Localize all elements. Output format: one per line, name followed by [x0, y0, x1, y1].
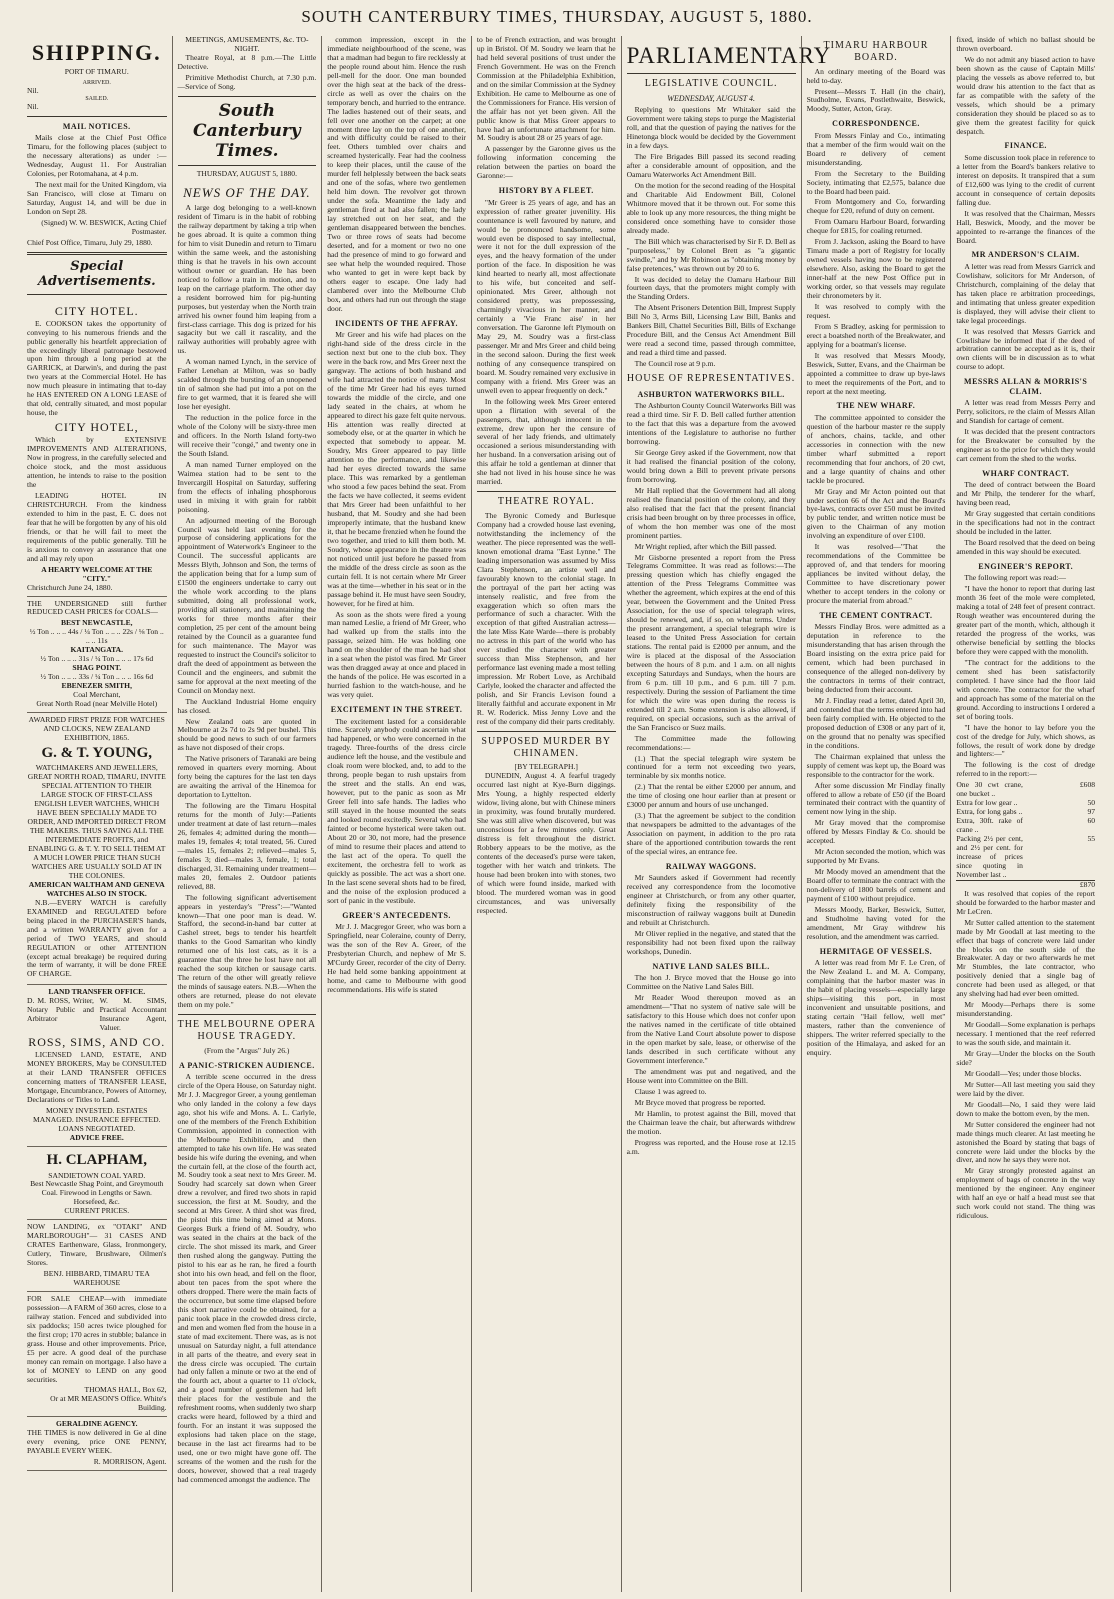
history-subhead: HISTORY BY A FLEET.: [498, 186, 594, 196]
ross-sims-body: LICENSED LAND, ESTATE, AND MONEY BROKERS, May be CONSULTED at their LAND TRANSFER OFFICES concerning matters of TRANSFER LEASE, Mortgage, Encumbrance, Powers of Attorney, Declarations or Titles to Land.: [27, 1050, 167, 1105]
farm-sale-ad: [27, 1292, 167, 1417]
col5-p18: Mr Oliver replied in the negative, and stated that the responsibility had not been fixed upon the railway workshops, Dunedin.: [626, 929, 796, 957]
dredge-amount: 50: [1087, 798, 1096, 808]
telegraph-label: [BY TELEGRAPH.]: [514, 762, 578, 772]
column-4: [471, 36, 621, 1592]
col7-p10: Mr Gray suggested that certain conditions in the specifications had not in the contract should be included in the latter.: [956, 509, 1096, 537]
young-watches-ad: [27, 713, 167, 985]
opera-cont-p5: Mr J. J. Macgregor Greer, who was born a Springfield, near Coleraine, county of Derry, was the son of the Rev A. Greer, of the Presbyterian Church, and nephew of Mr S. M'Curdy Greer, recorder of the city of Derry. He had held some banking appointment at home, and came to Melbourne with good recommendations. His wife is stated: [327, 921, 466, 994]
news-p9: The following are the Timaru Hospital returns for the month of July:—Patients under treatment at date of last return—males 26, females 4; admitted during the month—males 19, females 4; total treated, 56. Cured—males 15, females 2; relieved—males 5, females 3; died—males 3, female, 1; total discharged, 31. Remaining under treatment—males 20, females 2. Outdoor patients relieved, 88.: [177, 801, 317, 891]
col5-p21: The amendment was put and negatived, and the House went into Committee on the Bill.: [626, 1066, 796, 1085]
coal-merchant-trade: Coal Merchant,: [73, 690, 121, 700]
col5-p13: The Committee made the following recommendations:—: [626, 733, 796, 752]
correspondence-subhead: CORRESPONDENCE.: [832, 119, 920, 129]
col5-p23: Mr Bryce moved that progress be reported.: [634, 1097, 766, 1107]
col6-p5: From Montgomery and Co, forwarding cheque for £20, refund of duty on cement.: [806, 197, 946, 216]
young-body: LARGE STOCK OF FIRST-CLASS ENGLISH LEVER WATCHES, WHICH HAVE BEEN SPECIALLY MADE TO ORDER, AND IMPORTED DIRECT FROM THE MAKERS. THUS SAVING ALL THE INTERMEDIATE PROFITS, and ENABLING G. & T. Y. TO SELL THEM AT A MUCH LOWER PRICE THAN SUCH WATCHES ARE USUALLY SOLD AT IN THE COLONIES.: [27, 790, 166, 880]
news-p5: An adjourned meeting of the Borough Council was held last evening for the purpose of considering applications for the appointment of Waterwork's Engineer to the Council. The successful applicants are Messrs Blyth, Johnson and Son, the terms of the application being that for a lump sum of £1500 the engineers undertake to carry out the whole work according to the plans submitted, doing all professional work, providing all stationery, and maintaining the works for three months after their completion, 25 per cent of the amount being retained by the Council as a guarantee fund for such maintenance. The Mayor was requested to instruct the Council's solicitor to draft the deed of appointment as between the Council and the engineers, and submit the same for approval at the next meeting of the Council on Monday next.: [177, 515, 317, 695]
col5-p11: Mr Wright replied, after which the Bill passed.: [634, 541, 777, 551]
engineers-report-subhead: ENGINEER'S REPORT.: [978, 561, 1074, 571]
col6-p13: It was resolved—"That the recommendations of the Committee be approved of, and that tenders for mooring appliances be invited without delay, the Committee to have discretionary power whether to accept tenders in the colony or procure the material from abroad.": [806, 542, 946, 605]
col4-p4: In the following week Mrs Greer entered upon a flirtation with several of the passengers, that, although innocent in the extreme, drew upon her the censure of several of her lady friends, and ultimately occasioned a serious misunderstanding with her husband. In a conversation arising out of this affair he told a gentleman at dinner that she had not lived in his house since he was married.: [476, 396, 616, 487]
finance-subhead: FINANCE.: [1004, 141, 1047, 151]
mail-body: Mails close at the Chief Post Office Timaru, for the following places (subject to the necessary alterations) as under :— Wednesday, August 11. For Australian Colonies, per Rotomahana, at 4 p.m.: [27, 133, 167, 179]
col6-p18: Mr Gray moved that the compromise offered by Messrs Findlay & Co. should be accepted.: [806, 818, 946, 846]
native-land-subhead: NATIVE LAND SALES BILL.: [652, 962, 770, 971]
col6-p21: Messrs Moody, Barker, Beswick, Sutter, and Studholme having voted for the amendment, Mr Gray withdrew his resolution, and the amendment was carried.: [806, 904, 946, 941]
young-title: G. & T. YOUNG,: [41, 744, 153, 761]
col7-p2: We do not admit any biased action to have been shown as the cause of Captain Mills' placing the vessels as above referred to, but would draw his attention to the fact that as far as compatible with the safety of the vessels, which should be a primary consideration they should be placed so as to give them the greatest facility for quick despatch.: [956, 54, 1096, 136]
antecedents-subhead: GREER'S ANTECEDENTS.: [342, 910, 451, 920]
col6-p10: It was resolved that Messrs Moody, Beswick, Sutter, Evans, and the Chairman be appointed a committee to draw up bye-laws to meet the requirements of the Port, and to report at the next meeting.: [806, 350, 946, 396]
col5-p2: The Fire Brigades Bill passed its second reading after a considerable amount of opposition, and the Oamaru Waterworks Act Amendment Bill.: [626, 152, 796, 180]
council-dateline: WEDNESDAY, AUGUST 4.: [667, 93, 756, 103]
harbour-board-title: TIMARU HARBOUR BOARD.: [823, 40, 929, 63]
land-right: W. M. SIMS, Practical Accountant Insurance Agent, Valuer.: [99, 996, 167, 1033]
col6-p14: Messrs Findlay Bros. were admitted as a deputation in reference to the misunderstanding that has arisen through the Board insisting on the extra price paid for cement, which had been purchased in consequence of the alleged non-delivery by the contractors in terms of their contract, being deducted from their account.: [806, 622, 946, 695]
col5-p7: The Council rose at 9 p.m.: [634, 359, 716, 369]
dredge-row: [956, 817, 1095, 835]
land-transfer-title: LAND TRANSFER OFFICE.: [48, 987, 146, 997]
col5-p19: The hon J. Bryce moved that the House go into Committee on the Native Land Sales Bill.: [626, 973, 796, 992]
geraldine-body: THE TIMES is now delivered in Ge al dine every evening, price ONE PENNY, PAYABLE EVERY WEEK.: [27, 1428, 167, 1456]
col7-p11: The Board resolved that the deed on being amended in this way should be executed.: [956, 538, 1096, 556]
column-7: [950, 36, 1100, 1592]
hermitage-subhead: HERMITAGE OF VESSELS.: [819, 946, 933, 956]
dredge-amount: 97: [1087, 807, 1096, 817]
opera-subhead: A PANIC-STRICKEN AUDIENCE.: [178, 1060, 315, 1070]
col4-p6: DUNEDIN, August 4. A fearful tragedy occurred last night at Kye-Burn diggings. Mrs Young, a highly respected elderly widow, living alone, but with Chinese miners in proximity, was found brutally murdered. She was still alive when discovered, but was unconscious for a few minutes only. Great distress is felt throughout the district. Robbery appears to be the motive, as the contents of the deceased's purse were taken, together with her watch and trinkets. The house had been broken into with stones, two of which were found inside, marked with blood. The murdered woman was in good circumstances, and was universally respected.: [476, 771, 616, 915]
column-1: [22, 36, 172, 1592]
paper-nameplate: South Canterbury Times.: [193, 100, 301, 161]
anderson-subhead: MR ANDERSON'S CLAIM.: [971, 250, 1080, 260]
col7-p23: Mr Sutter—All last meeting you said they were laid by the diver.: [956, 1079, 1096, 1098]
col7-p19: Mr Moody—Perhaps there is some misunderstanding.: [956, 1000, 1096, 1019]
col6-p12: Mr Gray and Mr Acton pointed out that under section 66 of the Act and the Board's bye-laws, contracts over £50 must be invited by public tender, and written notice must be given to the Chairman of any motion involving an expenditure of over £100.: [806, 486, 946, 541]
col5-p24: Mr Hamlin, to protest against the Bill, moved that the Chairman leave the chair, but afterwards withdrew the motion.: [626, 1108, 796, 1136]
coal-shag-prices: ½ Ton .. .. .. 33s / ¼ Ton .. .. .. 16s 6d: [40, 672, 154, 682]
col7-p16: The following is the cost of dredge referred to in the report:—: [956, 760, 1096, 779]
dredge-row: [956, 835, 1095, 880]
news-of-the-day-title: NEWS OF THE DAY.: [183, 184, 311, 200]
col5-p15: (2.) That the rental be either £2000 per annum, and the time of closing one hour earlier than at present or £3000 per annum and hours of use unchanged.: [626, 782, 796, 810]
col7-p12: The following report was read:—: [964, 573, 1066, 583]
col6-p1: An ordinary meeting of the Board was held to-day.: [806, 66, 946, 85]
news-p4: A man named Turner employed on the Waimea station had to be sent to the Invercargill Hospital on Saturday, suffering from the effects of inhaling phosphorous used in mixing it with grain for rabbit poisoning.: [177, 459, 317, 514]
ross-sims-advice: ADVICE FREE.: [69, 1132, 124, 1142]
land-left: D. M. ROSS, Writer, Notary Public and Arbitrator: [27, 996, 94, 1024]
coal-best-newcastle: BEST NEWCASTLE,: [60, 618, 133, 628]
shipping-title: SHIPPING.: [31, 40, 162, 65]
clapham-body: Best Newcastle Shag Point, and Greymouth Coal. Firewood in Lengths or Sawn. Horsefeed, &c.: [30, 1179, 164, 1207]
page-masthead: SOUTH CANTERBURY TIMES, THURSDAY, AUGUST 5, 1880.: [301, 7, 813, 26]
landing-ad: [27, 1220, 167, 1292]
dredge-cost-table: [956, 781, 1095, 889]
city-hotel-ad: [27, 299, 167, 597]
coal-merchant-address: Great North Road (near Melville Hotel): [36, 698, 158, 708]
dredge-amount: 60: [1087, 816, 1096, 826]
news-p7: New Zealand oats are quoted in Melbourne at 2s 7d to 2s 9d per bushel. This should be good news to such of our farmers as have not disposed of their crops.: [177, 716, 317, 753]
coal-ad: [27, 597, 167, 713]
city-hotel-body-2: Which by EXTENSIVE IMPROVEMENTS AND ALTERATIONS, Now in progress, in the carefully selected and choice stock, and the most assiduous attention, he intends to raise to the position the: [27, 435, 167, 490]
col5-p12: Mr Gisborne presented a report from the Press Telegrams Committee. It was read as follows:—The pressing question which has chiefly engaged the attention of the Press Telegrams Committee was whether the agreement, which expires at the end of this year, between the Government and the United Press Association, for the use of special telegraph wires, should be renewed, and, if so, on what terms. Under the present arrangement, a special telegraph wire is leased to the United Press Association for certain stations. The rental paid is £2000 per annum, and the wire is placed at the disposal of the Association between the hours of 8 p.m. and 1 a.m. on all nights excepting Saturdays and Sundays, when the hours are from 6 p.m. till 10 p.m., and 6 p.m. till 7 p.m. respectively. During the session of Parliament the time for which the wire was open during the recess is extended till 2 a.m. Some extension is also allowed, if required, on special occasions, such as the arrival of the San Francisco or Suez mails.: [626, 552, 796, 732]
col4-p5: The Byronic Comedy and Burlesque Company had a crowded house last evening, notwithstanding the inclemency of the weather. The piece represented was the well-known emotional drama "East Lynne." The leading impersonation was assumed by Miss Clara Stephenson, an artiste well and favourably known to the colonial stage. In the portrayal of the part her acting was intensely realistic, and free from the exaggeration which so often mars the performance of such a character. With the exception of that gifted Australian actress—the late Miss Kate Warde—there is probably no actress in this part of the world who has ever studied the character with greater success than Miss Stephenson, and her performance last evening made a most telling impression. Mr Robert Love, as Archibald Carlyle, looked the character and affected the polish, and Sir Francis Levison found a literally faithful and accurate exponent in Mr R. W. Roderick. Miss Jenny Love and the rest of the company did their parts creditably.: [476, 510, 616, 726]
col7-p13: "I have the honor to report that during last month 36 feet of the mole were completed, making a total of 248 feet of present contract. Rough weather was encountered during the greater part of the month, which, although it retarded the progress of the works, was otherwise beneficial by settling the blocks before they were capped with the monolith.: [956, 584, 1096, 656]
col7-p20: Mr Goodall—Some explanation is perhaps necessary. I mentioned that the reef referred to was the south side, and maintain it.: [956, 1020, 1096, 1048]
land-transfer-ad: [27, 985, 167, 1146]
col7-p21: Mr Gray—Under the blocks on the South side?: [956, 1048, 1096, 1067]
parliamentary-title: PARLIAMENTARY: [626, 43, 832, 68]
coal-title: THE UNDERSIGNED still further REDUCED CASH PRICES for COALS—: [27, 598, 167, 617]
young-nb: N.B.—EVERY WATCH is carefully EXAMINED and REGULATED before being placed in the PURCHASER'S hands, and a written WARRANTY given for a period of TWO YEARS, and should REGULATION or other ATTENTION (except actual breakage) be required during the term of warranty, it will be done FREE OF CHARGE.: [27, 897, 167, 979]
col7-p8: It was decided that the present contractors for the Breakwater be consulted by the engineer as to the price for which they would cart cement from the shed to the works.: [956, 427, 1096, 463]
mail-date: Chief Post Office, Timaru, July 29, 1880.: [27, 237, 153, 247]
special-ads-title: Special Advertisements.: [37, 258, 156, 290]
column-3: [321, 36, 471, 1592]
opera-tragedy-title: THE MELBOURNE OPERA HOUSE TRAGEDY.: [177, 1019, 317, 1042]
news-p2: A woman named Lynch, in the service of Father Lenehan at Milton, was so badly scalded through the bursting of an unopened tin of salmon she had put into a pot on the fire to get warmed, that it is feared she will lose her eyesight.: [177, 357, 317, 412]
ross-sims-title: ROSS, SIMS, AND CO.: [28, 1035, 166, 1050]
col7-p18: Mr Sutter called attention to the statement made by Mr Goodall at last meeting to the effect that bags of concrete were laid under the blocks on the south side of the Breakwater. A day or two afterwards he met Mr Stumbles, the late contractor, who positively denied that a single bag of concrete had been used as alleged, or that any shelving had had ever been omitted.: [956, 917, 1096, 999]
dredge-item: One 30 cwt crane, one bucket ..: [956, 780, 1023, 799]
ross-sims-footer: MONEY INVESTED. ESTATES MANAGED. INSURANCE EFFECTED. LOANS NEGOTIATED.: [33, 1106, 161, 1133]
news-p1: A large dog belonging to a well-known resident of Timaru is in the habit of robbing the railway department by taking a trip when he goes abroad. It is quite a common thing for him to visit Dunedin and return to Timaru within the same week, and the astonishing thing is that he travels in his own account without owner or guardian. He has been noticed to follow a train in motion, and to leap on the carriage platform. The other day a resident borrowed him for pig-hunting purposes, but yesterday when the North train arrived his owner found him leaping from a first-class carriage. This dog is prized for his sagacity but we call it rascality, and the railway authorities will probably agree with us.: [177, 203, 317, 356]
ashburton-subhead: ASHBURTON WATERWORKS BILL.: [637, 389, 785, 399]
col5-p20: Mr Reader Wood thereupon moved as an amendment—"That no system of native sale will be satisfactory to this House which does not confer upon the natives named in the certificate of title obtained from the Native Land Court absolute power to dispose in the open market by sale, lease, or otherwise of the lands described in such certificate without any Government interference.": [626, 993, 796, 1066]
opera-source: (From the "Argus" July 26.): [204, 1045, 290, 1055]
col5-p3: On the motion for the second reading of the Hospital and Charitable Aid Endowment Bill, Colonel Whitmore moved that it be thrown out. For some this able to look up any more resources, the thing might be considered once something have to consider those already made.: [626, 180, 796, 235]
dredge-item: Packing 2½ per cent, and 2½ per cent. for increase of prices since quoting in November last ..: [956, 834, 1023, 879]
news-p3: The reduction in the police force in the whole of the Colony will be sixty-three men and officers. In the North Island forty-two will receive their "congé," and twenty one in the South Island.: [177, 413, 317, 458]
geraldine-ad: [27, 1417, 167, 1471]
city-hotel-welcome: A HEARTY WELCOME AT THE "CITY.": [41, 564, 153, 583]
col6-p3: From Messrs Finlay and Co., intimating that a member of the firm would wait on the Board re delivery of cement misunderstanding.: [806, 130, 946, 167]
col5-p10: Mr Hall replied that the Government had all along realised the financial position of the colony, and they also realised that the fact that the present financial crisis had been brought on by three processes in office, of whom the hon member was one of the most prominent parties.: [626, 485, 796, 540]
watch-award: AWARDED FIRST PRIZE FOR WATCHES AND CLOCKS, NEW ZEALAND EXHIBITION, 1865.: [28, 714, 165, 742]
theatre-royal-title: THEATRE ROYAL.: [497, 496, 595, 508]
coal-kaitangata-prices: ½ Ton .. .. .. 31s / ¼ Ton .. .. .. 17s 6d: [40, 654, 154, 664]
nameplate-date: THURSDAY, AUGUST 5, 1880.: [196, 168, 298, 178]
meetings-title: MEETINGS, AMUSEMENTS, &c. TO-NIGHT.: [185, 35, 309, 53]
hibbard: BENJ. HIBBARD, TIMARU TEA WAREHOUSE: [43, 1269, 150, 1287]
col6-p20: Mr Moody moved an amendment that the Board offer to terminate the contract with the non-delivery of 1800 barrels of cement and payment of £100 without prejudice.: [806, 867, 946, 904]
incidents-subhead: INCIDENTS OF THE AFFRAY.: [335, 318, 459, 328]
city-hotel-title-2: CITY HOTEL,: [54, 420, 139, 435]
col4-p1: to be of French extraction, and was brought up in Bristol. Of M. Soudry we learn that he had held several positions of trust under the French Government. He was on the French Commission at the Philadelphia Exhibition, and on the similar Commission at the Sydney Exhibition. He came to Melbourne as one of the Commissioners for France. His version of the affair has not yet been given. All the public know is that Miss Greer appears to have had an unfortunate attachment for him. M. Soudry is about 28 or 25 years of age.: [476, 35, 616, 143]
city-hotel-body: E. COOKSON takes the opportunity of conveying to his numerous friends and the public generally his heartfelt appreciation of the exceedingly liberal patronage bestowed upon him through a long period at the GARRICK, at Darwin's, and during the past two years at the Commercial Hotel. He has now much pleasure in intimating that to-day he HAS ENTERED ON A LONG LEASE of that old, centrally situated, and most popular house, the: [27, 318, 167, 418]
cement-contract-subhead: THE CEMENT CONTRACT.: [819, 610, 933, 620]
coal-best-prices: ½ Ton .. .. .. 44s / ¼ Ton .. .. .. 22s / ⅛ Ton .. .. .. 11s: [29, 627, 164, 646]
young-subtitle: WATCHMAKERS AND JEWELLERS, GREAT NORTH ROAD, TIMARU, INVITE SPECIAL ATTENTION TO THEIR: [27, 763, 166, 791]
col7-p25: Mr Sutter considered the engineer had not made things much clearer. At last meeting he astonished the Board by stating that bags of concrete were laid under the blocks by the diver, and now he says they were not.: [956, 1119, 1096, 1165]
col6-p8: It was resolved to comply with the request.: [806, 301, 946, 320]
dredge-item: Extra, for long gabs ..: [956, 807, 1023, 817]
col7-p9: The deed of contract between the Board and Mr Philp, the tenderer for the wharf, having been read,: [956, 480, 1096, 508]
col6-p17: After some discussion Mr Findlay finally offered to allow a rebate of £50 (if the Board terminated their contract with the quantity of cement now lying in the ship.: [806, 780, 946, 817]
meeting-1: Theatre Royal, at 8 p.m.—The Little Detective.: [177, 52, 317, 71]
dredge-item: Extra, 30ft. rake of crane ..: [956, 816, 1023, 835]
new-wharf-subhead: THE NEW WHARF.: [836, 401, 916, 411]
col6-p7: From J. Jackson, asking the Board to have Timaru made a port of Registry for locally owned vessels having now to be registered elsewhere. Also, asking the Board to get the inner-half at the new Post Office put in working order, so that vessels may regulate their chronometers by it.: [806, 237, 946, 300]
railway-waggons-subhead: RAILWAY WAGGONS.: [665, 861, 757, 871]
column-2: [172, 36, 322, 1592]
col6-p19: Mr Acton seconded the motion, which was supported by Mr Evans.: [806, 847, 946, 866]
col5-p4: The Bill which was characterised by Sir F. D. Bell as "purposeless," by Colonel Brett as "a gigantic swindle," and by Mr Robinson as "obtaining money by false pretences," was thrown out by 20 to 6.: [626, 236, 796, 273]
murder-title: SUPPOSED MURDER BY CHINAMEN.: [481, 735, 612, 759]
allan-morris-subhead: MESSRS ALLAN & MORRIS'S CLAIM.: [964, 377, 1088, 396]
clapham-ad: [27, 1147, 167, 1220]
col7-p5: A letter was read from Messrs Garrick and Cowlishaw, solicitors for Mr Anderson, of Christchurch, complaining of the delay that has taken place re arbitration proceedings, and intimating that unless greater expedition is displayed, they will advise their client to take legal proceedings.: [956, 261, 1096, 325]
col5-p14: (1.) That the special telegraph wire system be continued for a term not exceeding two years, terminable by six months notice.: [626, 753, 796, 781]
col5-p6: The Absent Prisoners Detention Bill, Imprest Supply Bill No 3, Arms Bill, Licensing Law Bill, Banks and Bankers Bill, Chattel Securities Bill, Bills of Exchange Procedure Bill, and the Census Act Amendment Bill were read a second time, passed through committee, and read a third time and passed.: [626, 303, 796, 358]
port-heading: PORT OF TIMARU.: [64, 66, 129, 76]
thomas-hall: THOMAS HALL, Box 62,: [84, 1385, 167, 1395]
column-6: [801, 36, 951, 1592]
col4-p2: A passenger by the Garonne gives us the following information concerning the relation between the parties on board the Garonne:—: [476, 144, 616, 181]
col6-p22: A letter was read from Mr F. Le Cren, of the New Zealand L. and M. A. Company, complaining that the harbor master was in the habit of placing vessels—especially large ships—visiting this port, in most inconvenient and unsuitable positions, and stating certain "Hail fellow, well met" masters, rather than the convenience of shippers. The writer referred specially to the position of the Himalaya, and asked for an enquiry.: [806, 958, 946, 1057]
col5-p22: Clause 1 was agreed to.: [634, 1086, 707, 1096]
coal-shag-point: SHAG POINT.: [72, 663, 122, 673]
col7-p22: Mr Goodall—Yes; under those blocks.: [964, 1068, 1082, 1078]
opera-cont-p4: The excitement lasted for a considerable time. Scarcely anybody could ascertain what had happened, or who were concerned in the tragedy. Three-fourths of the dress circle audience left the house, and the vestibule and cloak room were blocked, and, to add to the throng, people began to rush upstairs from the street and the stalls. An end was, however, put to the panic as soon as Mr Greer fell into safe hands. The ladies who still stayed in the house mounted the seats and looked round excitedly. Several who had fainted or become hysterical were taken out. About 20 or 30, not more, had the presence of mind to resume their places and attend to the last act of the opera. To quell the excitement, the orchestra fell to work as quickly as possible. The act was a short one. In the last scene several shots had to be fired, and the noise of the explosion produced a sort of panic in the vestibule.: [327, 716, 466, 905]
mail-notices-title: MAIL NOTICES.: [62, 121, 131, 131]
col7-p6: It was resolved that Messrs Garrick and Cowlishaw be informed that if the deed of arbitration cannot be accepted as it is, their own clients will be in discussion as to what course to adopt.: [956, 326, 1096, 372]
col6-p6: From Oamaru Harbour Board, forwarding cheque for £815, for coaling returned.: [806, 217, 946, 236]
geraldine-title: GERALDINE AGENCY.: [55, 1419, 138, 1429]
col6-p16: The Chairman explained that unless the supply of cement was kept up, the Board was responsible to the contractor for the work.: [806, 751, 946, 779]
dredge-total: £870: [956, 880, 1095, 890]
col6-p11: The committee appointed to consider the question of the harbour master re the supply of anchors, chains, tackle, and other accessories in connection with the new timber wharf submitted a report recommending that four anchors, of 20 cwt, and a large quantity of chains and other tackle be procured.: [806, 412, 946, 485]
columns: [22, 36, 1100, 1592]
col7-p1: fixed, inside of which no ballast should be thrown overboard.: [956, 35, 1096, 53]
opera-p1: A terrible scene occurred in the dress circle of the Opera House, on Saturday night. Mr J. J. Macgregor Greer, a young gentleman who only landed in the colony a few days ago, shot his wife and Mons. A. L. Carlyle, one of the members of the French Exhibition Commission, appointed in connection with the Melbourne Exhibition, and then attempted to take his own life. He was seated beside his wife during the evening, and when the curtain fell, at the close of the fourth act, M. Soudry took a seat next to Mrs Greer. M. Soudry had scarcely sat down when Greer drew a revolver, and fired two shots in rapid succession, the first at M. Soudry, and the second at Mrs Greer. A third shot was fired, the pistol this time being aimed at Mons. Georges Burk a friend of M. Soudry, who was seated in the chairs at the back of the circle. The shot missed its mark, and Greer then rushed along the gangway. Putting the pistol to his ear as he ran, he fired a fourth shot into his own head, and fell on the floor, about ten paces from the spot where the others dropped. There were the main facts of the occurrence, but some time elapsed before this short narrative could be obtained, for a panic took place in the crowded dress circle, and men and women fled from the house in a state of mad excitement. There was, as is not unusual on Saturday night, a full attendance in all parts of the theatre, and every seat in the dress circle was occupied. The curtain had only fallen a minute or two at the end of the fourth act, about a quarter to 11 o'clock, and a good number of gentlemen had left their places for the vestibule and the refreshment rooms, when suddenly two sharp cracks were heard, followed by a third and fourth. For an instant it was supposed the explosions had taken place on the stage, because in the last act firearms had to be used, one or two might have gone off. The screams of the women and the rush for the doors, however, showed that a real tragedy had commenced amongst the audience. The: [177, 1072, 317, 1484]
col7-p4: It was resolved that the Chairman, Messrs Hall, Beswick, Moody, and the mover be appointed to re-arrange the finances of the Board.: [956, 208, 1096, 245]
clapham-prices: CURRENT PRICES.: [64, 1206, 130, 1216]
landing-body: NOW LANDING, ex "OTAKI" AND MARLBOROUGH"— 31 CASES AND CRATES Earthenware, Glass, Ironmongery, Cutlery, Tinware, Brushware, Oilmen's Stores.: [27, 1222, 167, 1268]
opera-cont-p1: common impression, except in the immediate neighbourhood of the scene, was that a madman had begun to fire recklessly at the people round about him. Hence the rush pell-mell for the door. One man bounded over the high seat at the back of the dress-circle as well as over the chairs on the temporary bench, and hurried to the entrance. The ladies hastened out of their seats, and fell over one another on the carpet; at one moment three lay on the top of one another, and with difficulty could be raised to their feet. Others tumbled over chairs and screamed hysterically. Fear had the coolness to keep their places, until the cause of the murder fell helplessly between the back seats and one of the sofas, where two gentlemen held him down. The revolver got thrown under the sofa. Meantime the lady and gentleman fired at had also fallen; the lady lay stretched out on her seat, and the gentleman disappeared between the benches. Two or three rows of seats had become deserted, and for a moment or two no one had the presence of mind to go forward and see what help the wounded required. Those who wanted to get in were kept back by others eager to escape. One lady had clambered over into the Melbourne Club box, and others had run out through the stage door.: [327, 35, 466, 313]
clapham-title: H. CLAPHAM,: [46, 1151, 147, 1168]
dredge-item: Extra for low gear ..: [956, 798, 1018, 808]
column-5: [621, 36, 832, 1592]
col5-p17: Mr Saunders asked if Government had recently received any correspondence from the locomotive engineer at Christchurch, or from any other quarter, definitely fixing the responsibility of the misconstruction of railway waggons built at Dunedin and rebuilt at Christchurch.: [626, 873, 796, 928]
col4-p3: "Mr Greer is 25 years of age, and has an expression of rather greater juvenility. His countenance is well favoured by nature, and would be pronounced handsome, some would even be disposed to say intellectual, were it not for the dull expression of the eyes, and the heavy formation of the under portion of the face. In disposition he was kind hearted to nearly all, most affectionate to his wife, but conceited and self-opinionated. Mrs Greer, although not considered pretty, was prepossessing, charmingly vivacious in her manner, and certainly a 'Vie Franc aise' in her conversation. The Garonne left Plymouth on May 29, M. Soudry was a first-class passenger. Mr and Mrs Greer and child being in the second saloon. During the first week nothing of any consequence transpired on board. M. Soudry remained very exclusive in company with a friend. Mrs Greer was an unwell even to appear frequently on deck.": [476, 197, 616, 395]
col6-p9: From S Bradley, asking for permission to erect a boatshed north of the Breakwater, and applying for a boatman's license.: [806, 321, 946, 349]
col7-p7: A letter was read from Messrs Perry and Perry, solicitors, re the claim of Messrs Allan and Standish for cartage of cement.: [956, 398, 1096, 426]
col7-p24: Mr Goodall—No, I said they were laid down to make the bottom even, by the men.: [956, 1099, 1096, 1118]
mail-signature: (Signed) W. W. BESWICK, Acting Chief Postmaster.: [41, 217, 167, 236]
mr-meason: Or at MR MEASON'S Office. White's Building.: [50, 1394, 167, 1413]
news-p6: The Auckland Industrial Home enquiry has closed.: [177, 696, 317, 715]
news-p8: The Native prisoners of Taranaki are being removed in quarters every morning. About forty being the captures for the last ten days are awaiting the arrival of the Hinemoa for deportation to Lyttelton.: [177, 754, 317, 800]
house-title: HOUSE OF REPRESENTATIVES.: [626, 373, 796, 385]
col5-p5: It was decided to delay the Oamaru Harbour Bill fourteen days, that the promoters might comply with the Standing Orders.: [626, 274, 796, 302]
col6-p4: From the Secretary to the Building Society, intimating that £2,575, balance due to the Board had been paid.: [806, 168, 946, 196]
dredge-row: [956, 781, 1095, 799]
col5-p9: Sir George Grey asked if the Government, now that it had realised the financial position of the colony, would bring down a Bill to prevent private persons from borrowing.: [626, 448, 796, 484]
young-american: AMERICAN WALTHAM AND GENEVA WATCHES ALSO IN STOCK.: [28, 879, 165, 898]
clapham-subtitle: SANDIETOWN COAL YARD.: [48, 1170, 146, 1180]
arrived-label: ARRIVED.: [82, 79, 111, 86]
col7-p3: Some discussion took place in reference to a letter from the Board's bankers relative to interest on deposits. It transpired that a sum of £12,600 was lying to the credit of current account in consequence of certain deposits falling due.: [956, 152, 1096, 207]
col5-p8: The Ashburton County Council Waterworks Bill was read a third time. Sir F. D. Bell called further attention to the fact that this was a departure from the avowed intentions of the Legislature to authorise no further borrowing.: [626, 401, 796, 447]
news-p10: The following significant advertisement appears in yesterday's "Press":—"Wanted known—That one poor man is dead. W. Stafford, the second-in-hand bar cutter at Cashel street, begs to tender his heartfelt thanks to the Good Samaritan who kindly returned one of his lost cats, as it is a guarantee that the three he lost have not all reached the soup kitchen or sausage carts. The return of the other will greatly relieve the minds of sausage eaters. N.B.—When the others are returned, please do not elevate them on my pole.": [177, 892, 317, 1010]
farm-sale-body: FOR SALE CHEAP—with immediate possession—A FARM of 360 acres, close to a railway station. Fenced and subdivided into six paddocks; 150 acres twice ploughed for the first crop; 170 acres in stubble; balance in grass. House and other improvements. Price, £5 per acre. A good deal of the purchase money can remain on mortgage. I also have a lot of MONEY to LEND on any good securities.: [27, 1293, 167, 1384]
city-hotel-title: CITY HOTEL.: [54, 303, 139, 318]
nil-sailed: Nil.: [27, 102, 39, 112]
col7-p17: It was resolved that copies of the report should be forwarded to the harbor master and Mr LeCren.: [956, 888, 1096, 916]
coal-merchant-name: EBENEZER SMITH,: [61, 681, 132, 691]
mail-body-2: The next mail for the United Kingdom, via San Francisco, will close at Timaru on Saturday, August 14, and will be due in London on Sept 28.: [27, 180, 167, 217]
wharf-contract-subhead: WHARF CONTRACT.: [982, 468, 1070, 478]
col6-p15: Mr J. Findlay read a letter, dated April 30, and contended that the terms entered into had been fairly complied with. He objected to the proposed deduction of £308 or any part of it, on the ground that no penalty was specified in the conditions.: [806, 696, 946, 750]
col7-p15: "I have the honor to lay before you the cost of the dredge for July, which shows, as follows, the result of work done by dredge and lighters:—": [956, 722, 1096, 759]
coal-kaitangata: KAITANGATA.: [70, 645, 124, 655]
excitement-subhead: EXCITEMENT IN THE STREET.: [330, 705, 463, 715]
col5-p1: Replying to questions Mr Whitaker said the Government were taking steps to purge the Magisterial roll, and that the question of paying the natives for the Hinetonga block would be decided by the Government in a few days.: [626, 105, 796, 151]
col5-p25: Progress was reported, and the House rose at 12.15 a.m.: [626, 1137, 796, 1156]
opera-cont-p3: As soon as the shots were fired a young man named Leslie, a friend of Mr Greer, who had walked up from the stalls into the passage, seized him. He was holding one hand on the shoulder of the man he had shot in a seat when the pistol was fired. Mr Greer was then dragged away at once and placed in the hands of the police. He was escorted in a hurried fashion to the watch-house, and he was very quiet.: [327, 609, 466, 700]
city-hotel-body-3: LEADING HOTEL IN CHRISTCHURCH. From the kindness extended to him in the past, E. C. does not fear that he will be forgotten by any of his old friends, or that he will fail to meet the requirements of the public generally. Till he is anxious to convey an assurance that one and all may rely upon: [27, 491, 167, 563]
dredge-amount: £608: [1079, 780, 1096, 790]
morrison: R. MORRISON, Agent.: [93, 1457, 167, 1467]
dredge-amount: 55: [1087, 834, 1096, 844]
sailed-label: SAILED.: [85, 95, 109, 102]
col7-p26: Mr Gray strongly protested against an employment of bags of concrete in the way mentioned by the engineer. Any engineer with half an eye or half a head must see that such work could not stand. The thing was ridiculous.: [956, 1166, 1096, 1221]
col7-p14: "The contract for the additions to the cement shed has been satisfactorily completed. I have since had the floor laid with concrete. The contractor for the wharf and approach has some of the material on the ground. According to instructions I ordered a set of boring tools.: [956, 657, 1096, 721]
col6-p2: Present—Messrs T. Hall (in the chair), Studholme, Evans, Postlethwaite, Beswick, Moody, Sutter, Acton, Gray.: [806, 86, 946, 114]
col5-p16: (3.) That the agreement be subject to the condition that newspapers be admitted to the advantages of the Association on payment, in addition to the pro rata share of the apportioned contribution towards the rent of the special wires, an entrance fee.: [626, 811, 796, 857]
meeting-2: Primitive Methodist Church, at 7.30 p.m.—Service of Song.: [177, 72, 317, 91]
opera-cont-p2: Mr Greer and his wife had places on the right-hand side of the dress circle in the section next but one to the club box. They were in the back row, and Mrs Greer next the gangway. The actions of both husband and wife had attracted the notice of many. Most of the time Mr Greer had his eyes turned towards the middle of the circle, and one lady seated in the chairs, at whom he appeared to direct his gaze felt quite nervous. His attention was really directed at somebody else, or at the quarter in which he expected that somebody to appear. M. Soudry, Mrs Greer appeared to pay little attention to the performance, and likewise had her eyes directed towards the same place. This was remarked by a gentleman who stood a few paces behind the seat. From the facts we have collected, it seems evident that Mrs Greer had been unfaithful to her husband, that M. Soudry and she had been improperly intimate, that the husband knew it, that he became frenzied when he found the two together, and tried to kill them both. M. Soudry, whose appearance in the theatre was not noticed until just before he passed from the middle of the dress circle as soon as the curtain fell. It is not certain where Mr Greer was at the time—whether in his seat or in the passage behind it. He must have seen Soudry, however, for he fired at him.: [327, 329, 466, 608]
city-hotel-date: Christchurch June 24, 1880.: [27, 582, 113, 592]
nil-arrived: Nil.: [27, 85, 39, 95]
legislative-council-title: LEGISLATIVE COUNCIL.: [644, 78, 778, 90]
